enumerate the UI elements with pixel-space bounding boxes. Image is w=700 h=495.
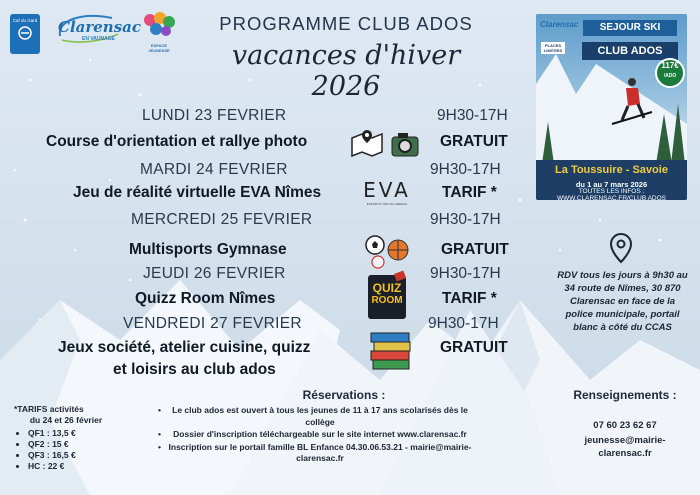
reservation-item: • Inscription sur le portail famille BL Enfance 04.30.06.53.21 - mairie@mairie-clarensac.fr xyxy=(160,442,480,465)
day-1-label: LUNDI 23 FEVRIER xyxy=(142,107,287,124)
reservation-item: • Le club ados est ouvert à tous les jeunes de 11 à 17 ans scolarisés dès le collège xyxy=(160,405,480,428)
quiz-room-bottom: ROOM xyxy=(371,295,403,306)
eva-logo-subtext: ESPORTS VIRTUAL ARENAS xyxy=(366,202,408,206)
caf-logo-label: Caf du Gard xyxy=(12,18,38,23)
tarifs-title-2: du 24 et 26 février xyxy=(29,415,103,425)
day-5-activity-line2: et loisirs au club ados xyxy=(113,361,276,378)
sports-balls-icon xyxy=(364,234,412,270)
tarif-item: • QF1 : 13,5 € xyxy=(28,428,118,439)
poster-location: La Toussuire - Savoie xyxy=(555,164,668,176)
poster-price-value: 117€ xyxy=(661,61,679,70)
day-3-label: MERCREDI 25 FEVRIER xyxy=(131,211,313,228)
reservations-list xyxy=(150,405,480,466)
contact-email-line2: clarensac.fr xyxy=(598,448,652,459)
clarensac-logo xyxy=(52,10,142,46)
caf-icon xyxy=(14,26,36,40)
day-4-hours: 9H30-17H xyxy=(430,265,501,282)
poster-price-sub: /ADO xyxy=(663,73,677,79)
poster-site: WWW.CLARENSAC.FR/CLUB ADOS xyxy=(556,195,667,200)
day-1-price: GRATUIT xyxy=(440,133,508,150)
clarensac-logo-subtext: EN VAUNAGE xyxy=(82,36,115,42)
day-5-activity-line1: Jeux société, atelier cuisine, quizz xyxy=(58,339,311,356)
eva-logo xyxy=(362,178,412,206)
poster-sejour-label: SEJOUR SKI xyxy=(583,20,677,36)
contact-email-line1: jeunesse@mairie- xyxy=(584,435,666,446)
contact-title: Renseignements : xyxy=(573,388,677,402)
meeting-info: RDV tous les jours à 9h30 au 34 route de Nîmes, 30 870 Clarensac en face de la police municipale, portail blanc à côté du CCAS xyxy=(557,270,688,333)
poster-brand: Clarensac xyxy=(540,20,579,29)
poster-dates: du 1 au 7 mars 2026 xyxy=(575,180,648,189)
reservation-item: • Dossier d'inscription téléchargeable sur le site internet www.clarensac.fr xyxy=(160,429,480,441)
poster-price-badge xyxy=(655,58,685,88)
eva-logo-text: EVA xyxy=(363,178,411,202)
day-2-price: TARIF * xyxy=(442,184,497,201)
map-camera-icon xyxy=(350,128,422,158)
clarensac-logo-text: Clarensac xyxy=(58,18,142,36)
poster-infos: TOUTES LES INFOS : xyxy=(578,188,645,195)
day-3-activity: Multisports Gymnase xyxy=(129,241,287,258)
caf-logo xyxy=(10,14,40,54)
day-3-price: GRATUIT xyxy=(441,241,509,258)
board-games-icon xyxy=(368,327,414,373)
poster-club-label: CLUB ADOS xyxy=(582,42,678,60)
tarif-item: • HC : 22 € xyxy=(28,461,118,472)
page-title: PROGRAMME CLUB ADOS xyxy=(219,13,473,34)
poster-illustration xyxy=(536,14,687,164)
day-2-label: MARDI 24 FEVRIER xyxy=(140,161,288,178)
location-pin-icon xyxy=(608,232,634,264)
quiz-room-top: QUIZ xyxy=(372,281,402,295)
day-4-activity: Quizz Room Nîmes xyxy=(135,290,276,307)
page-subtitle: vacances d'hiver 2026 xyxy=(231,40,461,102)
tarifs-box xyxy=(14,404,118,472)
day-4-label: JEUDI 26 FEVRIER xyxy=(143,265,286,282)
espace-jeunesse-logo xyxy=(142,12,176,53)
poster-dates-block xyxy=(536,181,687,200)
reservations-title: Réservations : xyxy=(302,388,386,402)
day-1-hours: 9H30-17H xyxy=(437,107,508,124)
day-1-activity: Course d'orientation et rallye photo xyxy=(46,133,308,150)
day-5-label: VENDREDI 27 FEVRIER xyxy=(123,315,302,332)
contact-block xyxy=(560,419,690,460)
tarifs-title-1: *TARIFS activités xyxy=(14,404,84,414)
day-2-hours: 9H30-17H xyxy=(430,161,501,178)
day-5-price: GRATUIT xyxy=(440,339,508,356)
contact-phone: 07 60 23 62 67 xyxy=(593,420,657,431)
day-3-hours: 9H30-17H xyxy=(430,211,501,228)
poster-places-badge: PLACES LIMITEES xyxy=(541,42,565,54)
espace-jeunesse-label: ESPACE JEUNESSE xyxy=(148,43,170,53)
day-2-activity: Jeu de réalité virtuelle EVA Nîmes xyxy=(73,184,322,201)
quiz-room-logo xyxy=(368,275,406,319)
tarif-item: • QF2 : 15 € xyxy=(28,439,118,450)
tarifs-list xyxy=(14,428,118,472)
day-4-price: TARIF * xyxy=(442,290,497,307)
ski-trip-poster xyxy=(536,14,687,200)
espace-jeunesse-icon xyxy=(142,12,176,38)
day-5-hours: 9H30-17H xyxy=(428,315,499,332)
tarif-item: • QF3 : 16,5 € xyxy=(28,450,118,461)
